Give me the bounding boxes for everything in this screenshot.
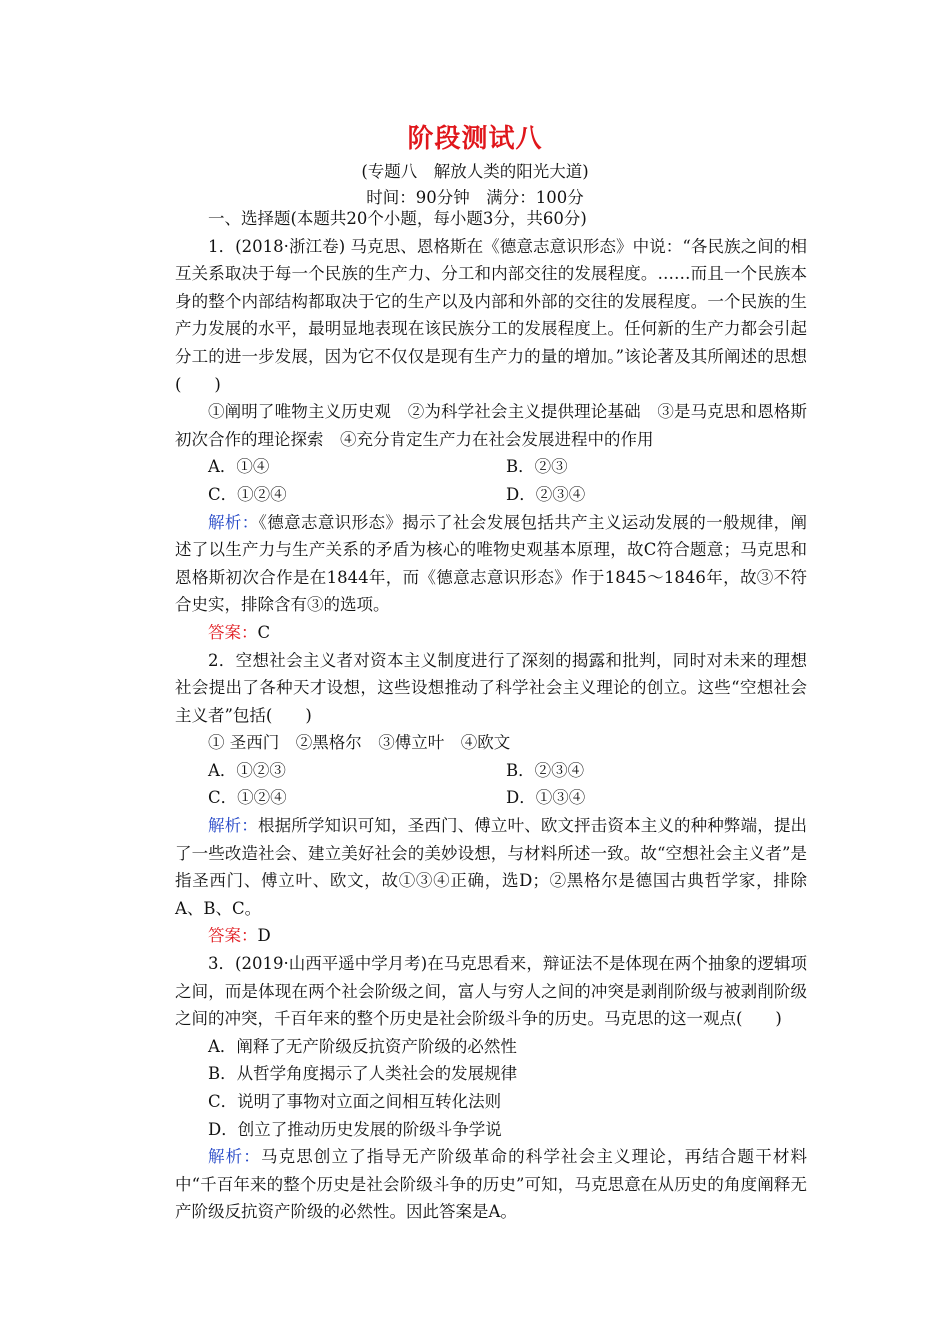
document-body (175, 205, 807, 1226)
analysis-text: 马克思创立了指导无产阶级革命的科学社会主义理论，再结合题干材料中“千百年来的整个历史是社会阶级斗争的历史”可知，马克思意在从历史的角度阐释无产阶级反抗资产阶级的必然性。因此答案是A。 (175, 1147, 808, 1222)
question-1-items: ①阐明了唯物主义历史观 ②为科学社会主义提供理论基础 ③是马克思和恩格斯初次合作的理论探索 ④充分肯定生产力在社会发展进程中的作用 (175, 402, 807, 449)
option-d: D．创立了推动历史发展的阶级斗争学说 (208, 1119, 502, 1139)
question-3-stem: 3．(2019·山西平遥中学月考)在马克思看来，辩证法不是体现在两个抽象的逻辑项之间，而是体现在两个社会阶级之间，富人与穷人之间的冲突是剥削阶级与被剥削阶级之间的冲突，千百年来的整个历史是社会阶级斗争的历史。马克思的这一观点( ) (175, 954, 807, 1029)
option-c: C．说明了事物对立面之间相互转化法则 (208, 1092, 502, 1111)
question-3-analysis (175, 1143, 807, 1226)
answer-label: 答案： (208, 622, 258, 642)
question-2-options-row-2 (175, 784, 807, 812)
question-1-options-row-2 (175, 481, 807, 509)
option-c: C．①②④ (208, 788, 287, 808)
option-d: D．①③④ (506, 788, 586, 808)
question-2-items: ① 圣西门 ②黑格尔 ③傅立叶 ④欧文 (208, 733, 511, 753)
question-2-answer (175, 922, 807, 950)
option-b: B．②③ (506, 457, 568, 477)
question-2-stem: 2．空想社会主义者对资本主义制度进行了深刻的揭露和批判，同时对未来的理想社会提出了各种天才设想，这些设想推动了科学社会主义理论的创立。这些“空想社会主义者”包括( ) (175, 650, 807, 725)
page-title: 阶段测试八 (407, 124, 543, 154)
analysis-label: 解析： (208, 512, 259, 532)
option-c: C．①②④ (208, 484, 287, 504)
section-heading: 一、选择题(本题共20个小题，每小题3分，共60分) (208, 209, 587, 228)
question-2-analysis (175, 812, 807, 922)
analysis-label: 解析： (208, 1147, 261, 1167)
question-1-options-row-1 (175, 453, 807, 481)
analysis-text: 根据所学知识可知，圣西门、傅立叶、欧文抨击资本主义的种种弊端，提出了一些改造社会、建立美好社会的美妙设想，与材料所述一致。故“空想社会主义者”是指圣西门、傅立叶、欧文，故①③④正确，选D；②黑格尔是德国古典哲学家，排除A、B、C。 (175, 816, 808, 918)
analysis-text: 《德意志意识形态》揭示了社会发展包括共产主义运动发展的一般规律，阐述了以生产力与生产关系的矛盾为核心的唯物史观基本原理，故C符合题意；马克思和恩格斯初次合作是在1844年，而《德意志意识形态》作于1845～1846年，故③不符合史实，排除含有③的选项。 (175, 512, 808, 615)
option-a: A．①②③ (208, 760, 286, 780)
question-1-stem: 1．(2018·浙江卷) 马克思、恩格斯在《德意志意识形态》中说：“各民族之间的相互关系取决于每一个民族的生产力、分工和内部交往的发展程度。……而且一个民族本身的整个内部结构都取决于它的生产以及内部和外部的交往的发展程度。一个民族的生产力发展的水平，最明显地表现在该民族分工的发展程度上。任何新的生产力都会引起分工的进一步发展，因为它不仅仅是现有生产力的量的增加。”该论著及其所阐述的思想( ) (175, 236, 807, 394)
option-a: A．①④ (208, 457, 270, 477)
option-b: B．从哲学角度揭示了人类社会的发展规律 (208, 1064, 518, 1084)
question-1-answer (175, 619, 807, 647)
exam-meta: 时间：90分钟 满分：100分 (366, 188, 584, 207)
question-2-options-row-1 (175, 757, 807, 785)
option-b: B．②③④ (506, 760, 585, 780)
answer-label: 答案： (208, 926, 258, 946)
option-d: D．②③④ (506, 484, 586, 504)
answer-value: C (257, 622, 271, 642)
analysis-label: 解析： (208, 816, 258, 836)
page-subtitle: (专题八 解放人类的阳光大道) (361, 162, 589, 181)
answer-value: D (257, 926, 271, 946)
option-a: A．阐释了无产阶级反抗资产阶级的必然性 (208, 1036, 517, 1056)
question-1-analysis (175, 509, 807, 619)
